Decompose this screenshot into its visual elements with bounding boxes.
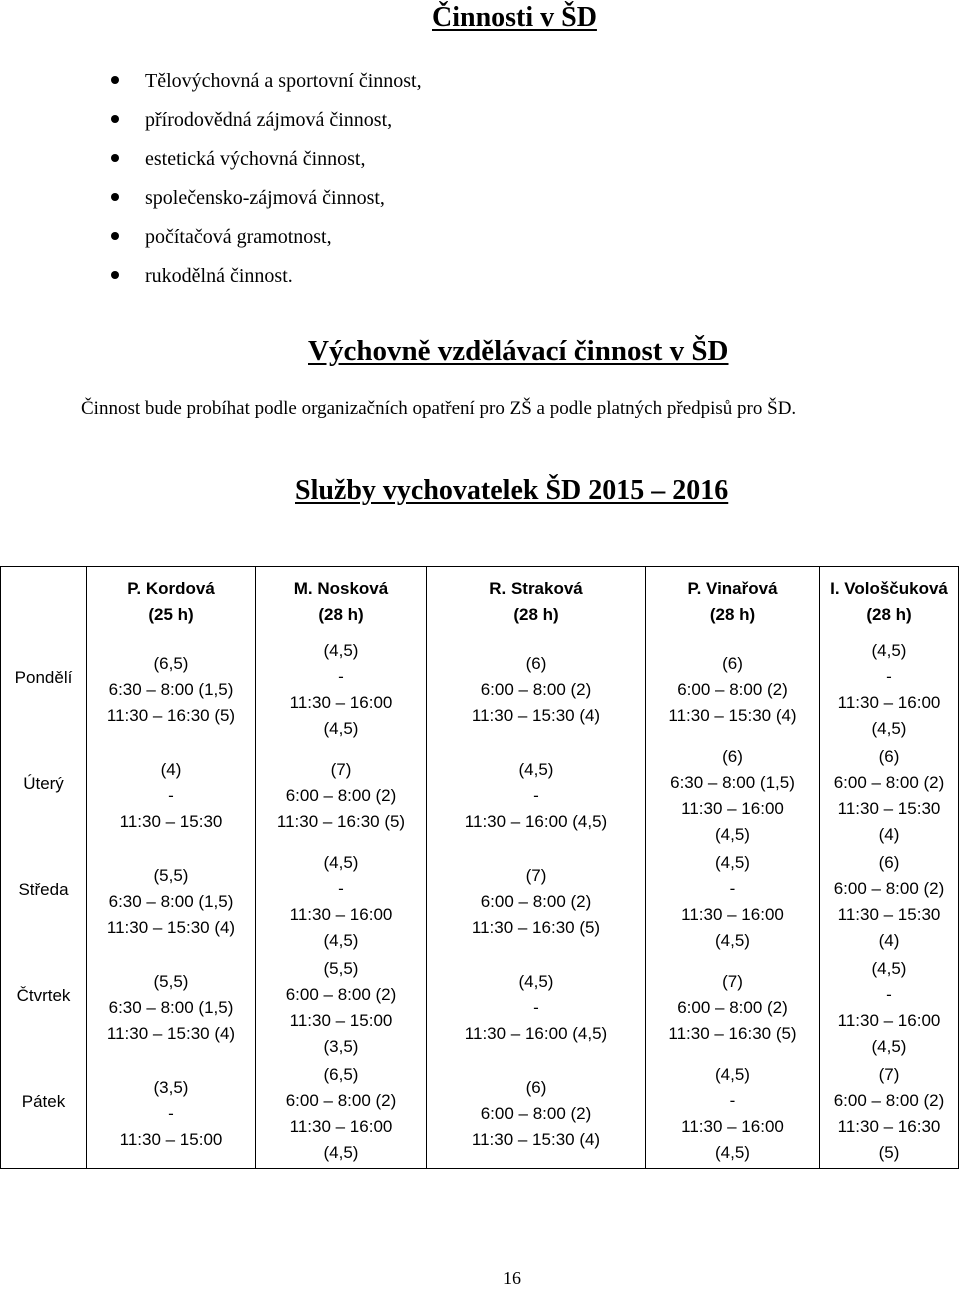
shift-block — [427, 744, 645, 850]
shift-block — [87, 744, 255, 850]
staff-column-noskova — [256, 567, 427, 1169]
shift-block — [646, 956, 819, 1062]
staff-hours: (25 h) — [148, 605, 194, 624]
shift-block — [87, 638, 255, 744]
shift-block — [256, 850, 426, 956]
page-number: 16 — [503, 1268, 521, 1288]
shift-line: (4,5) — [871, 641, 907, 660]
shift-block — [256, 1062, 426, 1168]
shift-line: 11:30 – 15:30 (4) — [668, 706, 797, 725]
staff-column-vinarova — [646, 567, 820, 1169]
shift-line: (7) — [722, 972, 743, 991]
schedule-table — [0, 566, 959, 1169]
shift-block — [820, 1062, 958, 1168]
shift-line: - — [886, 985, 892, 1004]
shift-line: (4,5) — [715, 931, 750, 950]
shift-line: (6) — [878, 853, 900, 872]
shift-block — [427, 1062, 645, 1168]
shift-line: 6:30 – 8:00 (1,5) — [108, 680, 234, 699]
shift-line: 11:30 – 16:00 (4,5) — [464, 1024, 608, 1043]
shift-block — [427, 638, 645, 744]
day-label: Čtvrtek — [16, 986, 71, 1005]
shift-line: 6:00 – 8:00 (2) — [285, 1091, 397, 1110]
shift-block — [820, 850, 958, 956]
shift-line: - — [533, 998, 539, 1017]
shift-block — [427, 956, 645, 1062]
shift-line: 11:30 – 15:30 (4) — [471, 706, 601, 725]
shift-line: (4,5) — [871, 719, 907, 738]
shift-block — [820, 956, 958, 1062]
shift-line: 11:30 – 16:00 — [837, 1011, 941, 1030]
shift-line: (5) — [878, 1143, 900, 1162]
bullet-icon — [111, 76, 119, 84]
bullet-icon — [111, 271, 119, 279]
shift-line: (4,5) — [323, 931, 359, 950]
shift-line: (6) — [722, 747, 743, 766]
shift-block — [646, 850, 819, 956]
staff-hours: (28 h) — [709, 605, 756, 624]
list-item: přírodovědná zájmová činnost, — [100, 103, 422, 142]
staff-hours: (28 h) — [513, 605, 559, 624]
shift-line: 11:30 – 16:00 (4,5) — [464, 812, 608, 831]
shift-line: 6:30 – 8:00 (1,5) — [670, 773, 795, 792]
bullet-icon — [111, 154, 119, 162]
shift-line: (6) — [525, 1078, 547, 1097]
shift-line: (4,5) — [715, 825, 750, 844]
shift-line: (4,5) — [715, 853, 750, 872]
staff-column-strakova — [427, 567, 646, 1169]
day-label: Pátek — [21, 1092, 66, 1111]
shift-line: - — [886, 667, 892, 686]
list-item: rukodělná činnost. — [100, 259, 422, 298]
day-label: Úterý — [23, 774, 64, 793]
shift-block — [646, 1062, 819, 1168]
shift-line: 11:30 – 16:30 (5) — [668, 1024, 797, 1043]
shift-line: 11:30 – 15:00 — [289, 1011, 393, 1030]
page-title: Činnosti v ŠD — [432, 2, 597, 33]
shift-line: (6) — [878, 747, 900, 766]
shift-line: (4,5) — [518, 760, 554, 779]
shift-line: (5,5) — [323, 959, 359, 978]
shift-line: (3,5) — [323, 1037, 359, 1056]
shift-line: (6) — [722, 654, 743, 673]
shift-line: 6:00 – 8:00 (2) — [480, 1104, 592, 1123]
shift-line: (5,5) — [153, 972, 189, 991]
shift-line: 11:30 – 16:30 (5) — [276, 812, 406, 831]
day-label: Středa — [18, 880, 69, 899]
shift-block — [646, 744, 819, 850]
shift-block — [87, 850, 255, 956]
shift-line: (6) — [525, 654, 547, 673]
schedule-heading: Služby vychovatelek ŠD 2015 – 2016 — [295, 475, 729, 506]
shift-line: (4) — [160, 760, 182, 779]
shift-line: 6:00 – 8:00 (2) — [833, 773, 945, 792]
shift-line: 6:30 – 8:00 (1,5) — [108, 892, 234, 911]
shift-block — [427, 850, 645, 956]
shift-line: 6:00 – 8:00 (2) — [677, 998, 788, 1017]
shift-line: 6:30 – 8:00 (1,5) — [108, 998, 234, 1017]
shift-block — [256, 956, 426, 1062]
shift-line: - — [729, 879, 736, 898]
shift-line: (4,5) — [323, 853, 359, 872]
shift-line: 11:30 – 16:00 — [681, 799, 784, 818]
shift-line: (4,5) — [871, 959, 907, 978]
shift-line: - — [168, 1104, 174, 1123]
shift-line: 11:30 – 16:30 (5) — [471, 918, 601, 937]
shift-line: (4,5) — [323, 719, 359, 738]
shift-block — [87, 956, 255, 1062]
shift-block — [256, 744, 426, 850]
shift-block — [87, 1062, 255, 1168]
shift-line: - — [338, 667, 344, 686]
staff-hours: (28 h) — [318, 605, 364, 624]
shift-line: 11:30 – 16:00 — [837, 693, 941, 712]
shift-line: 11:30 – 15:30 — [119, 812, 223, 831]
shift-line: (7) — [330, 760, 352, 779]
shift-line: (4) — [878, 931, 900, 950]
shift-line: 11:30 – 15:30 — [837, 799, 941, 818]
shift-line: 11:30 – 15:00 — [119, 1130, 223, 1149]
shift-block — [820, 744, 958, 850]
list-item: počítačová gramotnost, — [100, 220, 422, 259]
shift-line: 11:30 – 15:30 (4) — [106, 918, 236, 937]
shift-line: 6:00 – 8:00 (2) — [677, 680, 788, 699]
shift-line: (4,5) — [323, 641, 359, 660]
list-item: Tělovýchovná a sportovní činnost, — [100, 64, 422, 103]
shift-line: 11:30 – 16:30 — [837, 1117, 941, 1136]
shift-line: (4,5) — [518, 972, 554, 991]
bullet-icon — [111, 193, 119, 201]
shift-line: (7) — [525, 866, 547, 885]
days-column — [1, 567, 87, 1169]
shift-line: (4) — [878, 825, 900, 844]
shift-block — [646, 638, 819, 744]
staff-column-kordova — [87, 567, 256, 1169]
shift-line: 6:00 – 8:00 (2) — [480, 680, 592, 699]
shift-line: 6:00 – 8:00 (2) — [285, 985, 397, 1004]
staff-name: P. Kordová (25 h) — [87, 576, 255, 628]
shift-line: (6,5) — [153, 654, 189, 673]
shift-line: (6,5) — [323, 1065, 359, 1084]
shift-line: 6:00 – 8:00 (2) — [833, 879, 945, 898]
staff-name: R. Straková (28 h) — [427, 576, 645, 628]
shift-line: - — [729, 1091, 736, 1110]
shift-line: 11:30 – 16:00 — [681, 905, 784, 924]
shift-line: (7) — [878, 1065, 900, 1084]
activities-list — [100, 64, 422, 298]
shift-line: 11:30 – 16:00 — [289, 693, 393, 712]
staff-name: I. Vološčuková (28 h) — [820, 576, 958, 628]
shift-line: (4,5) — [715, 1065, 750, 1084]
staff-name: M. Nosková (28 h) — [256, 576, 426, 628]
list-item: společensko-zájmová činnost, — [100, 181, 422, 220]
staff-name: P. Vinařová (28 h) — [646, 576, 819, 628]
shift-line: 11:30 – 15:30 — [837, 905, 941, 924]
shift-line: (4,5) — [715, 1143, 750, 1162]
shift-line: - — [168, 786, 174, 805]
staff-hours: (28 h) — [866, 605, 912, 624]
shift-block — [820, 638, 958, 744]
shift-line: 11:30 – 15:30 (4) — [106, 1024, 236, 1043]
section-heading: Výchovně vzdělávací činnost v ŠD — [308, 335, 729, 367]
shift-line: 11:30 – 16:30 (5) — [106, 706, 236, 725]
shift-line: (5,5) — [153, 866, 189, 885]
shift-block — [256, 638, 426, 744]
bullet-icon — [111, 232, 119, 240]
shift-line: 11:30 – 15:30 (4) — [471, 1130, 601, 1149]
list-item: estetická výchovná činnost, — [100, 142, 422, 181]
shift-line: (3,5) — [153, 1078, 189, 1097]
day-label: Pondělí — [14, 668, 73, 687]
shift-line: (4,5) — [871, 1037, 907, 1056]
shift-line: (4,5) — [323, 1143, 359, 1162]
shift-line: 6:00 – 8:00 (2) — [833, 1091, 945, 1110]
section-paragraph: Činnost bude probíhat podle organizačních opatření pro ZŠ a podle platných předpisů pro ŠD. — [81, 398, 797, 419]
shift-line: 11:30 – 16:00 — [289, 905, 393, 924]
shift-line: 11:30 – 16:00 — [289, 1117, 393, 1136]
shift-line: 6:00 – 8:00 (2) — [480, 892, 592, 911]
shift-line: - — [338, 879, 344, 898]
shift-line: - — [533, 786, 539, 805]
shift-line: 6:00 – 8:00 (2) — [285, 786, 397, 805]
bullet-icon — [111, 115, 119, 123]
shift-line: 11:30 – 16:00 — [681, 1117, 784, 1136]
staff-column-voloscukova — [820, 567, 959, 1169]
